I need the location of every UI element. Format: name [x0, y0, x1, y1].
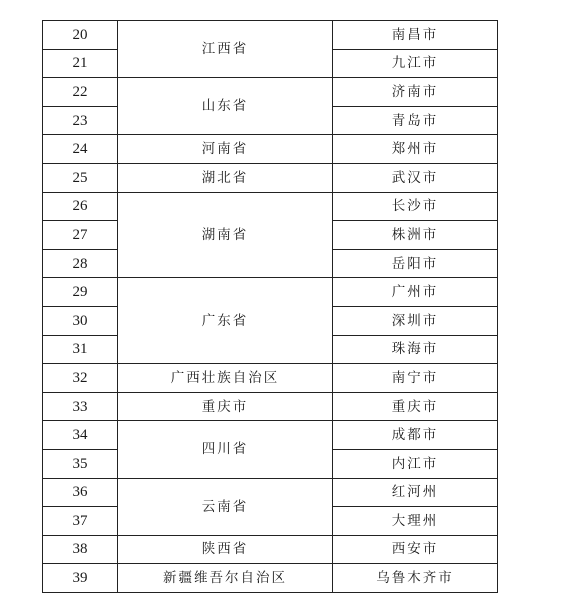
row-number: 35: [43, 449, 118, 478]
city-cell: 乌鲁木齐市: [333, 564, 498, 593]
city-cell: 南昌市: [333, 21, 498, 50]
city-table-body: [43, 21, 498, 593]
city-cell: 长沙市: [333, 192, 498, 221]
row-number: 29: [43, 278, 118, 307]
row-number: 22: [43, 78, 118, 107]
city-cell: 青岛市: [333, 106, 498, 135]
row-number: 27: [43, 221, 118, 250]
document-page: [42, 20, 497, 593]
city-cell: 郑州市: [333, 135, 498, 164]
table-row: [43, 278, 498, 307]
table-row: [43, 192, 498, 221]
city-cell: 济南市: [333, 78, 498, 107]
city-cell: 九江市: [333, 49, 498, 78]
city-table: [42, 20, 498, 593]
row-number: 31: [43, 335, 118, 364]
table-row: [43, 21, 498, 50]
row-number: 37: [43, 507, 118, 536]
row-number: 36: [43, 478, 118, 507]
row-number: 26: [43, 192, 118, 221]
table-row: [43, 535, 498, 564]
row-number: 39: [43, 564, 118, 593]
row-number: 23: [43, 106, 118, 135]
city-cell: 重庆市: [333, 392, 498, 421]
city-cell: 成都市: [333, 421, 498, 450]
row-number: 21: [43, 49, 118, 78]
table-row: [43, 392, 498, 421]
table-row: [43, 564, 498, 593]
city-cell: 西安市: [333, 535, 498, 564]
row-number: 33: [43, 392, 118, 421]
city-cell: 株洲市: [333, 221, 498, 250]
province-cell: 山东省: [118, 78, 333, 135]
table-row: [43, 78, 498, 107]
province-cell: 湖北省: [118, 163, 333, 192]
province-cell: 新疆维吾尔自治区: [118, 564, 333, 593]
table-row: [43, 478, 498, 507]
row-number: 24: [43, 135, 118, 164]
row-number: 28: [43, 249, 118, 278]
province-cell: 重庆市: [118, 392, 333, 421]
table-row: [43, 421, 498, 450]
table-row: [43, 135, 498, 164]
city-cell: 大理州: [333, 507, 498, 536]
city-cell: 珠海市: [333, 335, 498, 364]
city-cell: 深圳市: [333, 306, 498, 335]
city-cell: 武汉市: [333, 163, 498, 192]
row-number: 20: [43, 21, 118, 50]
row-number: 30: [43, 306, 118, 335]
table-row: [43, 364, 498, 393]
province-cell: 陕西省: [118, 535, 333, 564]
province-cell: 四川省: [118, 421, 333, 478]
row-number: 34: [43, 421, 118, 450]
city-cell: 岳阳市: [333, 249, 498, 278]
city-cell: 内江市: [333, 449, 498, 478]
row-number: 32: [43, 364, 118, 393]
table-row: [43, 163, 498, 192]
province-cell: 河南省: [118, 135, 333, 164]
province-cell: 广东省: [118, 278, 333, 364]
row-number: 25: [43, 163, 118, 192]
city-cell: 南宁市: [333, 364, 498, 393]
city-cell: 红河州: [333, 478, 498, 507]
city-cell: 广州市: [333, 278, 498, 307]
province-cell: 湖南省: [118, 192, 333, 278]
province-cell: 广西壮族自治区: [118, 364, 333, 393]
province-cell: 云南省: [118, 478, 333, 535]
row-number: 38: [43, 535, 118, 564]
province-cell: 江西省: [118, 21, 333, 78]
